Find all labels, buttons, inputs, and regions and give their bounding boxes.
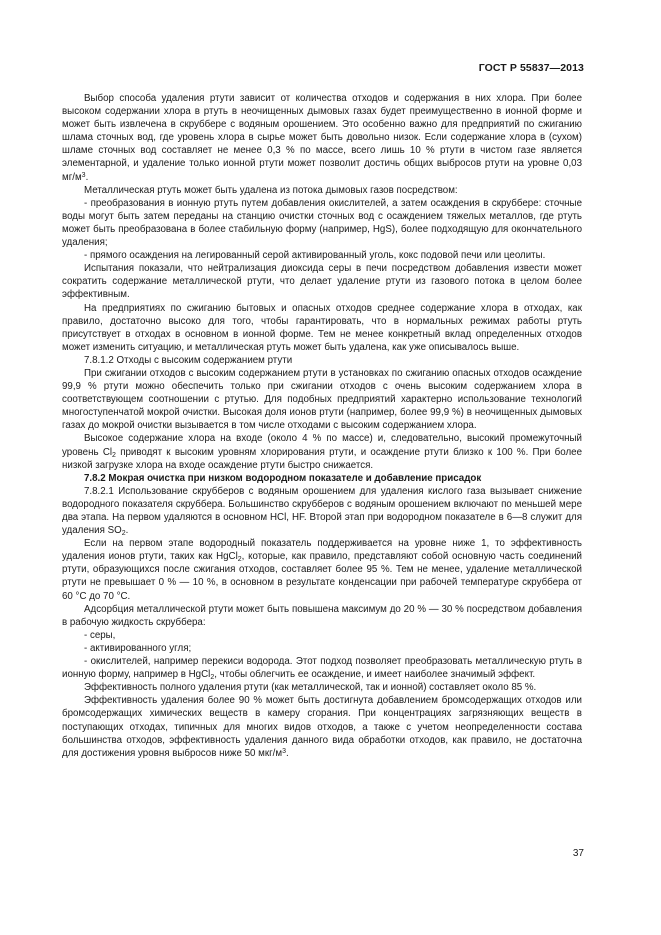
list-item: - серы, — [84, 629, 116, 641]
list-item: - преобразования в ионную ртуть путем добавления окислителей, а затем осаждения в скруббере: сточные воды могут быть затем переданы на станцию очистки сточных вод с осаждением тяжелых металлов, где ртуть может быть преобразована в более стабильную форму (например, HgS), более подходящую для окончательного удаления; — [62, 197, 582, 249]
paragraph: Металлическая ртуть может быть удалена из потока дымовых газов посредством: — [84, 184, 458, 196]
page-number: 37 — [572, 848, 584, 859]
paragraph: Эффективность полного удаления ртути (как металлической, так и ионной) составляет около 85 %. — [84, 682, 537, 694]
body-text — [62, 92, 582, 760]
section-heading: 7.8.2 Мокрая очистка при низком водородном показателе и добавление присадок — [84, 472, 482, 484]
paragraph: Если на первом этапе водородный показатель поддерживается на уровне ниже 1, то эффективность удаления ионов ртути, таких как HgCl$_2$, которые, как правило, представляют собой основную часть соединений ртути, образующихся после сжигания отходов, составляет более 95 %. Тем не менее, удаление металлической ртути не превышает 0 % — 10 %, в основном в результате конденсации при рабочей температуре скруббера от 60 °C до 70 °C. — [62, 538, 582, 602]
paragraph: Эффективность удаления более 90 % может быть достигнута добавлением бромсодержащих отходов или бромсодержащих химических веществ в камеру сгорания. При концентрациях загрязняющих веществ в поступающих отходах, типичных для многих видов отходов, а также с учетом неопределенности состава большинства отходов, эффективность удаления данного вида обработки отходов, как правило, не достаточна для достижения уровня выбросов ниже 50 мкг/$м^3$. — [62, 695, 582, 759]
subsection-heading: 7.8.1.2 Отходы с высоким содержанием ртути — [84, 354, 293, 366]
paragraph: Выбор способа удаления ртути зависит от количества отходов и содержания в них хлора. При более высоком содержании хлора в ртуть в неочищенных дымовых газах будет преимущественно в ионной форме и может быть извлечена в скруббере с водяным орошением. Это особенно важно для предприятий по сжиганию шлама сточных вод, где уровень хлора в сырье может быть довольно низок. Если содержание хлора в (сухом) шламе сточных вод составляет не менее 0,3 % по массе, всего лишь 10 % ртути в чистом газе является элементарной, и удаление только ионной ртути может позволит достичь общих выбросов ртути на уровне 0,03 $мг/м^3$. — [62, 93, 582, 183]
list-item: - активированного угля; — [84, 642, 192, 654]
paragraph: При сжигании отходов с высоким содержанием ртути в установках по сжиганию опасных отходов осаждение 99,9 % ртути можно обеспечить только при сжигании отходов с очень высоким содержанием хлора в соответствующем соотношении с ртутью. Для подобных предприятий характерно использование технологий многоступенчатой мокрой очистки. Высокая доля ионов ртути (например, более 99,9 %) в неочищенных дымовых газах до мокрой очистки вызывается в том числе отходами с высоким содержанием хлора. — [62, 367, 582, 432]
standard-header: ГОСТ Р 55837—2013 — [478, 62, 584, 74]
paragraph: Адсорбция металлической ртути может быть повышена максимум до 20 % — 30 % посредством добавления в рабочую жидкость скруббера: — [62, 603, 582, 628]
paragraph: 7.8.2.1 Использование скрубберов с водяным орошением для удаления кислого газа вызывает снижение водородного показателя скруббера. Большинство скрубберов с водяным орошением включают по меньшей мере два этапа. На первом удаляются в основном HCl, HF. Второй этап при водородном показателе в 6—8 служит для удаления $SO_2$. — [62, 485, 582, 538]
paragraph: Высокое содержание хлора на входе (около 4 % по массе) и, следовательно, высокий промежуточный уровень $Cl_2$ приводят к высоким уровням хлорирования ртути, и осаждение ртути близко к 100 %. При более низкой загрузке хлора на входе осаждение ртути быстро снижается. — [62, 433, 583, 471]
list-item: - окислителей, например перекиси водорода. Этот подход позволяет преобразовать металлическую ртуть в ионную форму, например в HgCl$_2$, чтобы облегчить ее осаждение, и имеет наиболее значимый эффект. — [62, 656, 582, 682]
paragraph: На предприятиях по сжиганию бытовых и опасных отходов среднее содержание хлора в отходах, как правило, достаточно высоко для того, чтобы гарантировать, что в нормальных режимах работы ртуть присутствует в отходах в основном в ионной форме. Тем не менее конкретный вклад определенных отходов может изменить ситуацию, и металлическая ртуть может быть удалена, как уже описывалось выше. — [62, 302, 582, 353]
paragraph: Испытания показали, что нейтрализация диоксида серы в печи посредством добавления извести может сократить содержание металлической ртути, что делает удаление ртути из газового потока в целом более эффективным. — [62, 263, 582, 301]
list-item: - прямого осаждения на легированный серой активированный уголь, кокс подовой печи или цеолиты. — [84, 250, 546, 262]
